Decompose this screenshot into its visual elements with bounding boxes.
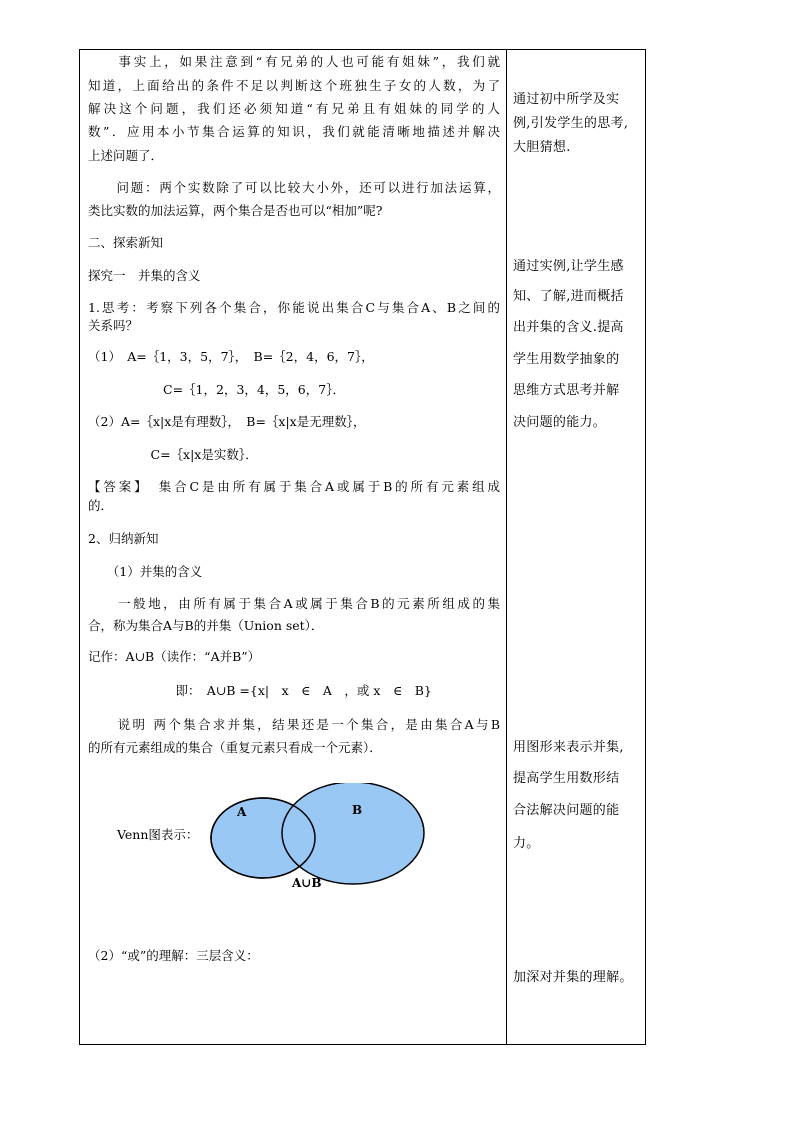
intent-line: 通过实例,让学生感: [513, 259, 624, 274]
section-heading: 2、归纳新知: [88, 531, 159, 546]
venn-label-b: B: [352, 803, 363, 817]
or-meaning-heading: （2）“或”的理解：三层含义：: [88, 948, 259, 963]
definition-line: 合，称为集合A与B的并集（Union set）．: [88, 618, 324, 633]
intent-line: 提高学生用数形结: [513, 771, 620, 786]
explanation-line: 的所有元素组成的集合（重复元素只看成一个元素）．: [88, 740, 382, 755]
formula-line: 即： A∪B ={x| x ∈ A ，或 x ∈ B}: [88, 683, 432, 698]
intent-line: 学生用数学抽象的: [513, 352, 620, 367]
venn-label: Venn图表示：: [117, 827, 199, 842]
answer-line: 的．: [88, 498, 114, 513]
intent-line: 用图形来表示并集,: [513, 740, 624, 755]
intent-line: 力。: [513, 836, 540, 851]
explanation-line: 说明 两个集合求并集，结果还是一个集合，是由集合A与B: [88, 717, 500, 732]
paragraph-line: 事实上，如果注意到“有兄弟的人也可能有姐妹”，我们就: [88, 54, 500, 69]
answer-line: 【答案】 集合C是由所有属于集合A或属于B的所有元素组成: [88, 479, 500, 494]
subsection-heading: 探究一 并集的含义: [88, 268, 201, 283]
intent-line: 例,引发学生的思考,: [513, 116, 629, 131]
paragraph-line: 上述问题了．: [88, 148, 164, 163]
paragraph-line: 解决这个问题，我们还必须知道“有兄弟且有姐妹的同学的人: [88, 101, 500, 116]
example-2-line: （2）A=｛x|x是有理数｝， B=｛x|x是无理数｝，: [88, 414, 366, 429]
definition-line: 一般地，由所有属于集合A或属于集合B的元素所组成的集: [88, 596, 500, 611]
venn-set-b: [282, 783, 424, 884]
venn-label-a: A: [237, 805, 247, 819]
example-1-line: C=｛1，2，3，4，5，6，7｝．: [88, 382, 345, 397]
main-content-column: [80, 50, 506, 1044]
section-heading: 二、探索新知: [88, 235, 164, 250]
intent-line: 加深对并集的理解。: [513, 970, 633, 985]
intent-line: 合法解决问题的能: [513, 803, 620, 818]
intent-line: 决问题的能力。: [513, 415, 607, 430]
design-intent-column: [507, 50, 647, 1044]
intent-line: 出并集的含义.提高: [513, 320, 624, 335]
notation-line: 记作：A∪B（读作：“A并B”）: [88, 649, 261, 664]
intent-line: 大胆猜想.: [513, 140, 571, 155]
intent-line: 通过初中所学及实: [513, 92, 620, 107]
example-1-line: （1） A=｛1，3，5，7｝， B=｛2，4，6，7｝，: [88, 349, 374, 364]
lesson-table: [79, 49, 646, 1045]
question-line: 问题：两个实数除了可以比较大小外，还可以进行加法运算，: [88, 180, 500, 195]
think-line: 关系吗？: [88, 318, 139, 333]
paragraph-line: 数”．应用本小节集合运算的知识，我们就能清晰地描述并解决: [88, 124, 500, 139]
example-2-line: C=｛x|x是实数｝．: [88, 447, 258, 462]
paragraph-line: 知道，上面给出的条件不足以判断这个班独生子女的人数，为了: [88, 78, 500, 93]
question-line: 类比实数的加法运算，两个集合是否也可以“相加”呢?: [88, 203, 383, 218]
intent-line: 知、了解,进而概括: [513, 289, 624, 304]
think-line: 1.思考：考察下列各个集合，你能说出集合C与集合A、B之间的: [88, 300, 500, 315]
venn-caption: A∪B: [292, 876, 322, 890]
subsection-heading: （1）并集的含义: [88, 564, 203, 579]
intent-line: 思维方式思考并解: [513, 383, 620, 398]
